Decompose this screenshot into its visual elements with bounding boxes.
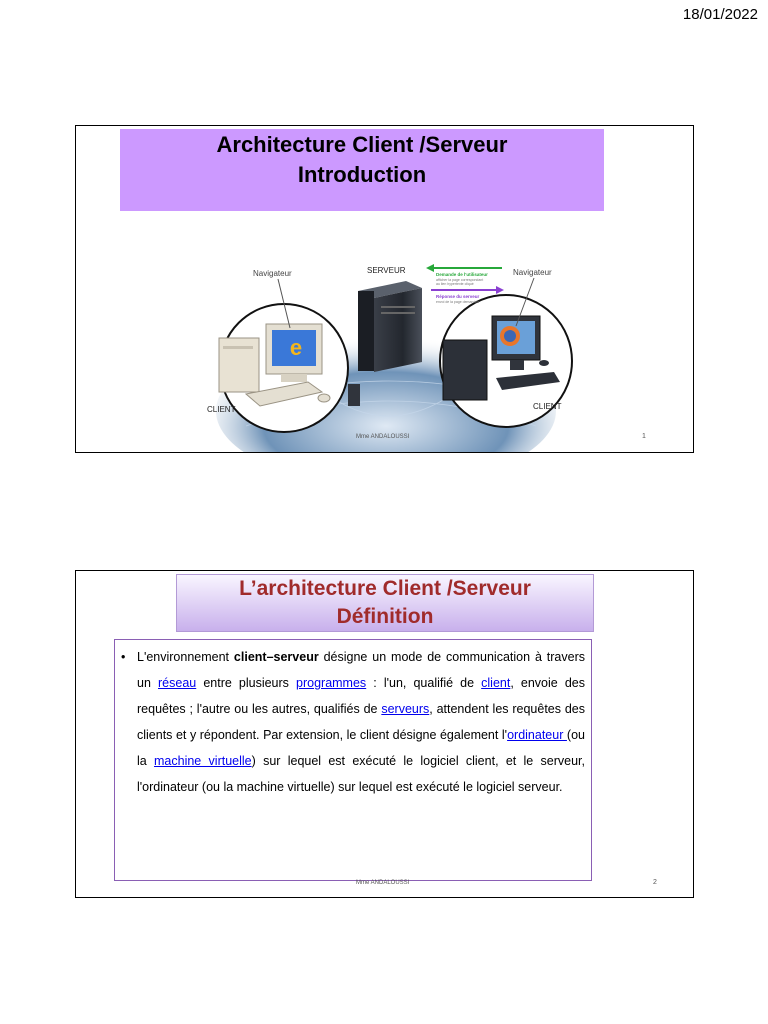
text-segment: désigne un mode de communication à travers un: [137, 650, 585, 690]
text-segment: , envoie des requêtes ; l'autre ou les autres, qualifiés de: [137, 676, 585, 716]
slide-2: [75, 570, 694, 898]
text-segment: ) sur lequel est exécuté le logiciel client, et le serveur, l'ordinateur (ou la machine virtuelle) sur lequel est exécuté le logiciel serveur.: [137, 754, 585, 794]
link-serveurs[interactable]: serveurs: [381, 702, 430, 716]
request-title: Demande de l'utilisateur: [436, 272, 488, 277]
definition-box: [114, 639, 592, 881]
slide-1-title-line-1: Architecture Client /Serveur: [216, 132, 508, 157]
slide-2-page-number: 2: [653, 879, 657, 886]
slide-2-title-line-2: Définition: [336, 605, 434, 628]
slide-2-footer: Mme ANDALOUSSI: [356, 880, 410, 886]
document-date: 18/01/2022: [682, 6, 758, 23]
request-sub-2: au lien hypertexte cliqué: [436, 282, 474, 286]
ie-icon: e: [289, 335, 303, 360]
text-segment: L'environnement: [137, 650, 234, 664]
network-hub: [348, 384, 360, 406]
request-sub-1: afficher la page correspondant: [436, 278, 484, 282]
right-browser-label: Navigateur: [513, 268, 552, 277]
right-client-label: CLIENT: [533, 402, 562, 411]
link-machine-virtuelle[interactable]: machine virtuelle: [154, 754, 252, 768]
text-segment: entre plusieurs: [196, 676, 297, 690]
text-segment: (ou la: [137, 728, 585, 768]
slide-2-title-line-1: L’architecture Client /Serveur: [239, 577, 531, 600]
bullet-marker: •: [121, 650, 126, 664]
link-ordinateur[interactable]: ordinateur: [507, 728, 567, 742]
definition-paragraph: [115, 640, 591, 800]
client-server-diagram: [76, 126, 693, 452]
server-tower: [358, 281, 422, 372]
slide-1: [75, 125, 694, 453]
response-sub: envoi de la page demandée: [436, 300, 480, 304]
bold-term-client-serveur: client–serveur: [233, 650, 319, 664]
slide-2-title: [176, 574, 594, 632]
slide-1-page-number: 1: [642, 433, 646, 440]
slide-1-title-line-2: Introduction: [297, 162, 427, 187]
link-client[interactable]: client: [481, 676, 511, 690]
link-programmes[interactable]: programmes: [296, 676, 367, 690]
left-browser-label: Navigateur: [253, 269, 292, 278]
link-reseau[interactable]: réseau: [158, 676, 197, 690]
slide-1-footer: Mme ANDALOUSSI: [356, 434, 410, 440]
server-label: SERVEUR: [367, 266, 406, 275]
left-client-label: CLIENT: [207, 405, 236, 414]
response-title: Réponse du serveur: [436, 294, 480, 299]
text-segment: , attendent les requêtes des clients et y répondent. Par extension, le client désigne également l': [137, 702, 585, 742]
text-segment: : l'un, qualifié de: [366, 676, 482, 690]
